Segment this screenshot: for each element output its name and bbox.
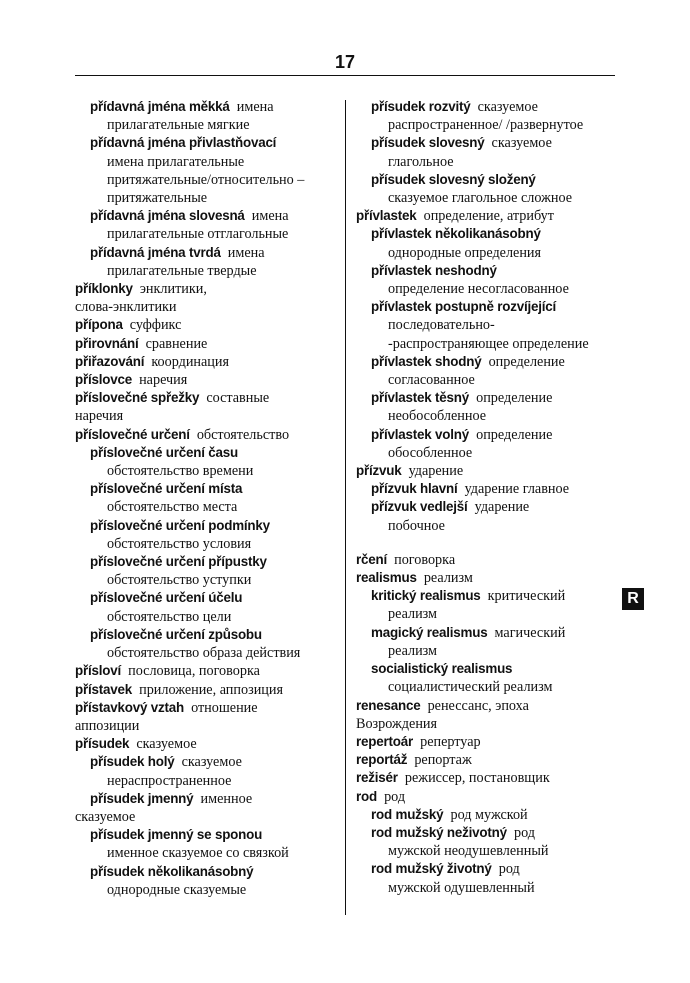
entry-translation: составные (206, 390, 270, 407)
entry-translation-continued: определение несогласованное (388, 281, 569, 298)
entry-translation: сказуемое (477, 99, 538, 115)
entry-translation: ударение (408, 463, 464, 480)
dictionary-entry (356, 462, 618, 480)
entry-term: přípona (75, 317, 123, 333)
dictionary-entry (356, 207, 618, 225)
entry-translation: отношение (191, 699, 258, 716)
sub-entry (356, 498, 618, 534)
entry-translation: определение (476, 426, 553, 443)
entry-translation: род (498, 861, 520, 878)
entry-term: příslovce (75, 372, 132, 388)
sub-entry (356, 624, 618, 660)
sub-entry (356, 806, 618, 824)
entry-translation: имена (236, 99, 274, 115)
entry-translation-continued: именное сказуемое со связкой (107, 845, 289, 862)
entry-translation: род (384, 788, 406, 805)
dictionary-entry (75, 426, 339, 444)
entry-translation-continued: прилагательные твердые (107, 262, 257, 279)
entry-term: přídavná jména tvrdá (90, 244, 221, 260)
dictionary-entry (75, 681, 339, 699)
sub-entry (75, 98, 339, 134)
entry-term: přirovnání (75, 335, 139, 351)
entry-term: rod mužský neživotný (371, 824, 507, 840)
sub-entry (75, 480, 339, 516)
entry-translation: магический (494, 624, 566, 641)
entry-translation-continued: обстоятельство уступки (107, 572, 252, 589)
entry-term: přísudek několikanásobný (90, 863, 254, 879)
entry-term: renesance (356, 697, 421, 713)
section-letter-badge: R (622, 588, 644, 610)
entry-term: příslovečné spřežky (75, 390, 200, 406)
entry-translation: пословица, поговорка (128, 663, 260, 680)
entry-translation-continued: согласованное (388, 372, 475, 389)
dictionary-entry (75, 316, 339, 334)
entry-term: přísudek (75, 736, 130, 752)
sub-entry (75, 207, 339, 243)
entry-term: příslovečné určení podmínky (90, 517, 270, 533)
sub-entry (75, 753, 339, 789)
entry-translation-continued: сказуемое глагольное сложное (388, 190, 573, 207)
entry-translation: реализм (423, 570, 473, 587)
entry-term: rod mužský životný (371, 861, 492, 877)
entry-translation: ударение (474, 499, 530, 516)
entry-term: realismus (356, 570, 417, 586)
entry-translation: ударение главное (464, 481, 570, 498)
entry-translation: определение (488, 353, 565, 370)
left-column (75, 98, 339, 899)
entry-term: přísudek jmenný se sponou (90, 827, 263, 843)
entry-translation-continued: реализм (388, 606, 438, 623)
entry-term: přívlastek neshodný (371, 262, 497, 278)
entry-term: magický realismus (371, 624, 488, 640)
entry-term: přívlastek shodný (371, 353, 482, 369)
sub-entry (356, 426, 618, 462)
entry-translation-continued: обстоятельство условия (107, 535, 252, 552)
sub-entry (75, 863, 339, 899)
entry-translation-continued: прилагательные мягкие (107, 117, 250, 134)
entry-translation: сказуемое (136, 736, 197, 753)
entry-term: přísudek holý (90, 754, 175, 770)
sub-entry (75, 589, 339, 625)
header-rule (75, 75, 615, 76)
entry-term: rod (356, 788, 377, 804)
dictionary-entry (75, 353, 339, 371)
entry-term: přívlastek volný (371, 426, 470, 442)
entry-translation-continued: мужской неодушевленный (388, 843, 549, 860)
entry-translation-continued: наречия (75, 408, 124, 425)
entry-term: socialistický realismus (371, 661, 513, 677)
entry-translation-continued: обстоятельство цели (107, 608, 232, 625)
sub-entry (356, 171, 618, 207)
sub-entry (356, 480, 618, 498)
entry-translation-continued: обстоятельство образа действия (107, 645, 301, 662)
entry-translation-continued: мужской одушевленный (388, 879, 535, 896)
sub-entry (75, 134, 339, 207)
entry-translation-continued: обособленное (388, 444, 473, 461)
dictionary-entry (356, 769, 618, 787)
entry-translation: род мужской (450, 806, 528, 823)
dictionary-entry (75, 280, 339, 316)
entry-term: příslovečné určení přípustky (90, 554, 267, 570)
dictionary-entry (75, 662, 339, 680)
entry-term: rčení (356, 551, 388, 567)
entry-term: přístavkový vztah (75, 699, 184, 715)
entry-translation-continued: слова-энклитики (75, 299, 177, 316)
entry-translation: сказуемое (181, 754, 242, 771)
entry-term: přídavná jména přivlastňovací (90, 135, 277, 151)
entry-term: přívlastek několikanásobný (371, 226, 541, 242)
column-divider (345, 100, 346, 915)
dictionary-entry (356, 569, 618, 587)
sub-entry (356, 298, 618, 353)
entry-term: repertoár (356, 733, 413, 749)
entry-term: přísudek rozvitý (371, 99, 471, 114)
entry-translation-continued: имена прилагательные притяжательные/относительно – притяжательные (107, 153, 305, 207)
right-column (356, 98, 618, 897)
sub-entry (75, 517, 339, 553)
sub-entry (356, 353, 618, 389)
sub-entry (75, 244, 339, 280)
sub-entry (75, 626, 339, 662)
entry-term: přístavek (75, 681, 133, 697)
entry-translation-continued: однородные сказуемые (107, 881, 247, 898)
entry-term: přízvuk hlavní (371, 481, 458, 497)
entry-translation-continued: глагольное (388, 153, 454, 170)
dictionary-entry (356, 697, 618, 733)
entry-term: přísudek slovesný složený (371, 171, 536, 187)
dictionary-entry (75, 699, 339, 735)
dictionary-entry (75, 335, 339, 353)
entry-term: přízvuk (356, 463, 402, 479)
entry-translation: сравнение (145, 335, 208, 352)
entry-term: přísudek slovesný (371, 135, 485, 151)
entry-translation: род (513, 824, 535, 841)
entry-translation: критический (487, 588, 566, 605)
entry-translation: определение, атрибут (423, 208, 554, 225)
dictionary-entry (75, 371, 339, 389)
entry-term: příslovečné určení způsobu (90, 626, 262, 642)
entry-translation: обстоятельство (196, 426, 290, 443)
entry-term: přídavná jména měkká (90, 99, 230, 114)
sub-entry (356, 587, 618, 623)
entry-translation-continued: аппозиции (75, 717, 140, 734)
dictionary-entry (75, 389, 339, 425)
entry-translation: приложение, аппозиция (139, 681, 283, 698)
sub-entry (356, 225, 618, 261)
entry-translation: определение (476, 390, 553, 407)
dictionary-entry (356, 551, 618, 569)
entry-translation: имена (227, 244, 265, 261)
entry-term: příklonky (75, 281, 133, 297)
entry-translation: ренессанс, эпоха (427, 697, 529, 714)
dictionary-entry (356, 751, 618, 769)
entry-translation: сказуемое (491, 135, 552, 152)
dictionary-entry (75, 735, 339, 753)
entry-term: kritický realismus (371, 588, 481, 604)
entry-translation-continued: обстоятельство места (107, 499, 238, 516)
entry-term: příslovečné určení účelu (90, 590, 243, 606)
entry-translation: репертуар (420, 733, 481, 750)
entry-term: přívlastek (356, 208, 417, 224)
entry-translation-continued: реализм (388, 642, 438, 659)
dictionary-entry (356, 733, 618, 751)
sub-entry (356, 98, 618, 134)
entry-term: přiřazování (75, 353, 145, 369)
entry-term: příslovečné určení (75, 426, 190, 442)
entry-translation-continued: необособленное (388, 408, 487, 425)
entry-translation: поговорка (394, 551, 456, 568)
entry-translation-continued: нераспространенное (107, 772, 232, 789)
entry-translation-continued: социалистический реализм (388, 679, 553, 696)
sub-entry (356, 134, 618, 170)
entry-translation-continued: обстоятельство времени (107, 463, 254, 480)
entry-term: přívlastek těsný (371, 390, 470, 406)
entry-term: příslovečné určení času (90, 444, 238, 460)
entry-translation: репортаж (414, 752, 472, 769)
entry-term: příslovečné určení místa (90, 481, 243, 497)
entry-translation-continued: распространенное/ /развернутое (388, 117, 584, 134)
entry-translation: имена (251, 208, 289, 225)
sub-entry (75, 790, 339, 826)
sub-entry (356, 660, 618, 696)
entry-term: režisér (356, 770, 398, 786)
entry-term: přídavná jména slovesná (90, 208, 245, 224)
entry-translation: суффикс (129, 317, 182, 334)
sub-entry (75, 444, 339, 480)
entry-translation-continued: последовательно- -распространяющее определение (388, 317, 589, 352)
dictionary-entry (356, 788, 618, 806)
entry-term: přívlastek postupně rozvíjející (371, 299, 557, 315)
sub-entry (356, 389, 618, 425)
entry-term: reportáž (356, 752, 408, 768)
page-number: 17 (334, 52, 356, 72)
sub-entry (356, 860, 618, 896)
entry-translation-continued: Возрождения (356, 715, 438, 732)
entry-translation-continued: однородные определения (388, 244, 542, 261)
sub-entry (356, 262, 618, 298)
entry-translation-continued: побочное (388, 517, 445, 534)
sub-entry (75, 553, 339, 589)
entry-term: rod mužský (371, 806, 444, 822)
entry-translation: именное (200, 790, 253, 807)
entry-translation: наречия (139, 372, 188, 389)
entry-translation: координация (151, 353, 230, 370)
entry-term: přísudek jmenný (90, 790, 194, 806)
sub-entry (356, 824, 618, 860)
entry-translation: энклитики, (139, 281, 207, 298)
entry-translation-continued: сказуемое (75, 808, 136, 825)
entry-translation-continued: прилагательные отглагольные (107, 226, 289, 243)
entry-translation: режиссер, постановщик (404, 770, 550, 787)
entry-term: přísloví (75, 663, 122, 679)
entry-term: přízvuk vedlejší (371, 499, 468, 515)
sub-entry (75, 826, 339, 862)
